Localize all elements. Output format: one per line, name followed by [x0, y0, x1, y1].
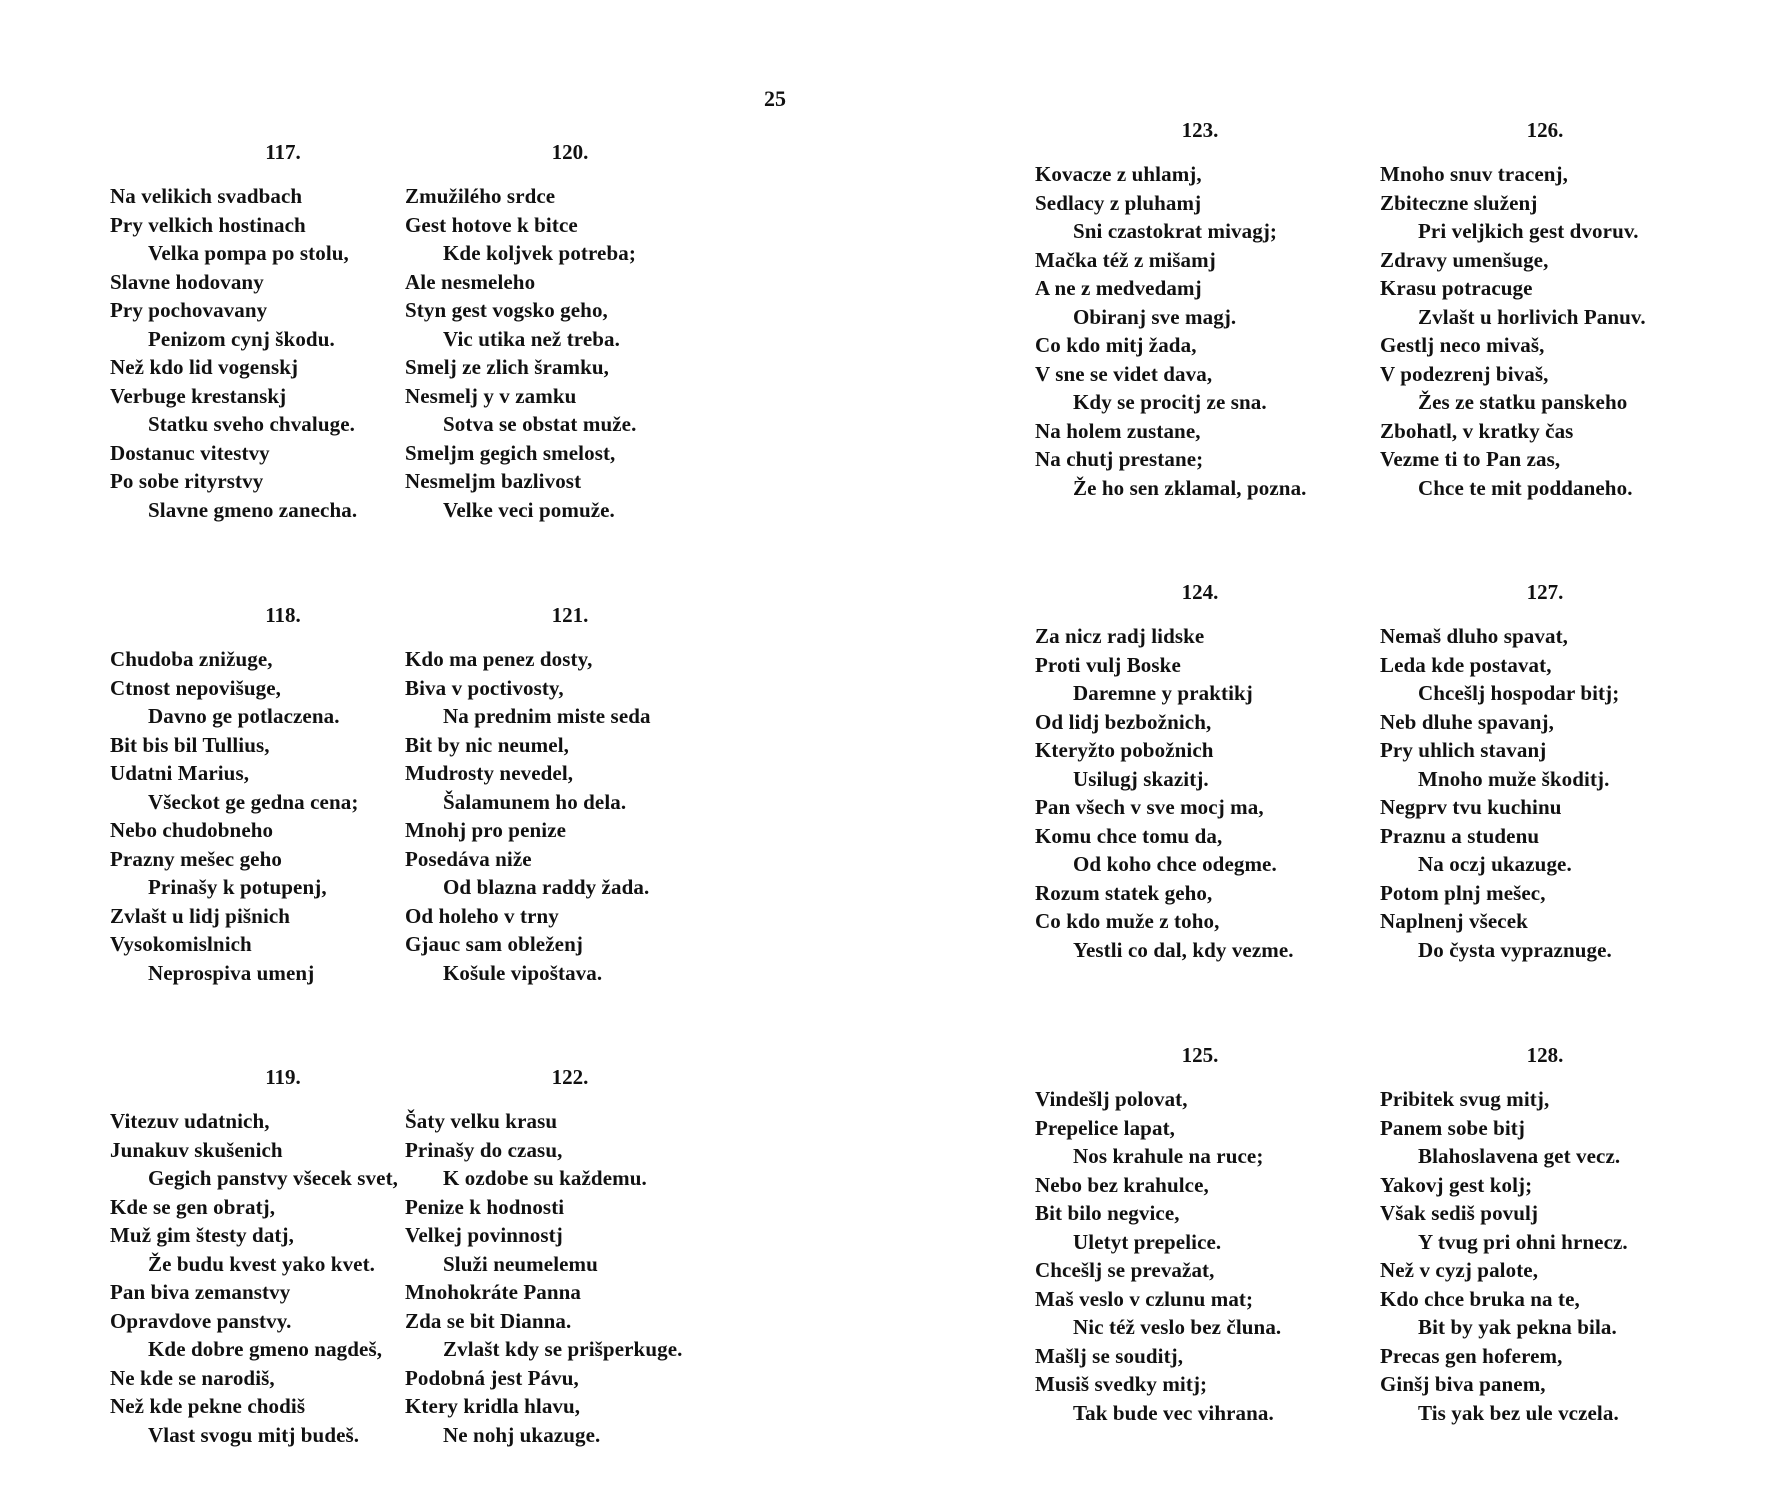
stanza-number: 122.: [551, 1065, 589, 1089]
verse-line: Však sediš povulj: [1380, 1201, 1539, 1225]
verse-line: Daremne y praktikj: [1073, 681, 1253, 705]
stanza-number: 123.: [1181, 118, 1219, 142]
verse-line: Mnoho snuv tracenj,: [1380, 162, 1568, 186]
verse-line: Pry uhlich stavanj: [1380, 738, 1547, 762]
verse-line: Nebo chudobneho: [110, 818, 274, 842]
stanza-number: 120.: [551, 140, 589, 164]
verse-line: Maš veslo v czlunu mat;: [1035, 1286, 1254, 1311]
verse-line: Davno ge potlaczena.: [148, 704, 340, 728]
verse-line: Od lidj bezbožnich,: [1035, 709, 1212, 734]
verse-line: Proti vulj Boske: [1035, 652, 1181, 677]
verse-line: Gestlj neco mivaš,: [1380, 333, 1545, 357]
verse-line: Posedáva niže: [405, 846, 532, 871]
stanza-118: [110, 603, 448, 987]
verse-line: Pribitek svug mitj,: [1380, 1087, 1550, 1111]
verse-line: Nesmeljm bazlivost: [405, 469, 582, 493]
verse-line: Šalamunem ho dela.: [443, 789, 627, 814]
stanza-125: [1035, 1043, 1365, 1427]
stanza-126: [1380, 118, 1710, 502]
verse-line: Vezme ti to Pan zas,: [1380, 447, 1561, 471]
verse-line: Co kdo mitj žada,: [1035, 333, 1197, 357]
verse-line: Sotva se obstat muže.: [443, 412, 637, 436]
verse-line: Velke veci pomuže.: [443, 497, 615, 522]
verse-line: Než v cyzj palote,: [1380, 1258, 1539, 1282]
verse-line: Podobná jest Pávu,: [405, 1365, 579, 1390]
verse-line: Nemaš dluho spavat,: [1380, 624, 1569, 648]
verse-line: Udatni Marius,: [110, 761, 250, 785]
stanza-124: [1035, 580, 1365, 964]
stanza-122: [405, 1065, 735, 1449]
verse-line: Po sobe rityrstvy: [110, 469, 264, 493]
verse-line: Chcešlj hospodar bitj;: [1418, 681, 1620, 705]
verse-line: Mnoho muže škoditj.: [1418, 766, 1610, 791]
verse-line: Všeckot ge gedna cena;: [148, 789, 359, 814]
stanza-number: 119.: [265, 1065, 301, 1089]
stanza-128: [1380, 1043, 1710, 1427]
verse-line: Mnohj pro penize: [405, 818, 567, 842]
verse-line: Opravdove panstvy.: [110, 1308, 292, 1333]
verse-line: Panem sobe bitj: [1380, 1115, 1525, 1140]
page-number: 25: [764, 86, 786, 111]
verse-line: Yestli co dal, kdy vezme.: [1073, 937, 1294, 962]
verse-line: Prinašy do czasu,: [405, 1137, 563, 1162]
verse-line: Prepelice lapat,: [1035, 1115, 1176, 1140]
verse-line: Na velikich svadbach: [110, 184, 303, 208]
verse-line: Vysokomislnich: [110, 932, 252, 956]
verse-line: Gegich panstvy všecek svet,: [148, 1166, 399, 1190]
verse-line: Yakovj gest kolj;: [1380, 1172, 1533, 1197]
verse-line: Kdo ma penez dosty,: [405, 647, 593, 671]
verse-line: Smelj ze zlich šramku,: [405, 355, 609, 379]
verse-line: Muž gim štesty datj,: [110, 1223, 294, 1247]
verse-line: Ne nohj ukazuge.: [443, 1422, 601, 1447]
verse-line: Chce te mit poddaneho.: [1418, 475, 1633, 500]
stanza-number: 121.: [551, 603, 589, 627]
verse-line: Penizom cynj škodu.: [148, 326, 335, 351]
verse-line: Co kdo muže z toho,: [1035, 909, 1220, 933]
verse-line: Vindešlj polovat,: [1035, 1087, 1188, 1111]
verse-line: Na oczj ukazuge.: [1418, 852, 1572, 876]
verse-line: Tis yak bez ule vczela.: [1418, 1400, 1619, 1425]
verse-line: Potom plnj mešec,: [1380, 880, 1546, 905]
verse-line: Ginšj biva panem,: [1380, 1372, 1546, 1396]
verse-line: Pan všech v sve mocj ma,: [1035, 795, 1264, 819]
verse-line: Rozum statek geho,: [1035, 880, 1213, 905]
verse-line: Ale nesmeleho: [405, 269, 536, 294]
verse-line: Než kdo lid vogenskj: [110, 355, 299, 379]
verse-line: Kdy se procitj ze sna.: [1073, 390, 1267, 414]
verse-line: Naplnenj všecek: [1380, 909, 1528, 933]
verse-line: Vlast svogu mitj budeš.: [148, 1422, 360, 1447]
verse-line: Že budu kvest yako kvet.: [148, 1251, 376, 1276]
verse-line: Prinašy k potupenj,: [148, 875, 327, 899]
verse-line: Mudrosty nevedel,: [405, 761, 574, 785]
verse-line: Ctnost nepovišuge,: [110, 675, 281, 700]
verse-line: Kde se gen obratj,: [110, 1194, 276, 1219]
verse-line: Chcešlj se prevažat,: [1035, 1258, 1215, 1282]
verse-line: Pan biva zemanstvy: [110, 1280, 291, 1304]
verse-line: Styn gest vogsko geho,: [405, 298, 608, 322]
verse-line: Do čysta vypraznuge.: [1418, 937, 1612, 962]
stanza-123: [1035, 118, 1365, 502]
stanza-number: 128.: [1526, 1043, 1564, 1067]
stanza-120: [405, 140, 735, 524]
verse-line: Gest hotove k bitce: [405, 212, 578, 237]
stanza-121: [405, 603, 735, 987]
verse-line: Mačka též z mišamj: [1035, 247, 1216, 272]
verse-line: Mašlj se souditj,: [1035, 1343, 1184, 1368]
verse-line: Na prednim miste seda: [443, 704, 651, 728]
verse-line: Smeljm gegich smelost,: [405, 440, 616, 465]
stanza-number: 117.: [265, 140, 301, 164]
verse-line: Zvlašt kdy se prišperkuge.: [443, 1337, 683, 1361]
verse-line: Ktery kridla hlavu,: [405, 1394, 581, 1418]
verse-line: Biva v poctivosty,: [405, 675, 564, 700]
verse-line: Slavne hodovany: [110, 269, 264, 294]
stanza-119: [110, 1065, 448, 1449]
verse-line: Precas gen hoferem,: [1380, 1343, 1563, 1368]
verse-line: Junakuv skušenich: [110, 1137, 283, 1162]
verse-line: Krasu potracuge: [1380, 276, 1533, 300]
verse-line: Statku sveho chvaluge.: [148, 412, 355, 436]
verse-line: Negprv tvu kuchinu: [1380, 795, 1562, 819]
verse-line: Služi neumelemu: [443, 1251, 598, 1276]
verse-line: Vic utika než treba.: [443, 326, 620, 351]
verse-line: Bit by nic neumel,: [405, 732, 569, 757]
verse-line: Zdravy umenšuge,: [1380, 247, 1549, 272]
verse-line: Dostanuc vitestvy: [110, 440, 270, 465]
verse-line: Neprospiva umenj: [148, 960, 315, 985]
verse-line: Mnohokráte Panna: [405, 1280, 582, 1304]
verse-line: Neb dluhe spavanj,: [1380, 709, 1554, 734]
verse-line: Od holeho v trny: [405, 903, 559, 928]
verse-line: K ozdobe su každemu.: [443, 1166, 647, 1190]
verse-line: Kde dobre gmeno nagdeš,: [148, 1337, 383, 1361]
stanza-number: 127.: [1526, 580, 1564, 604]
verse-line: Blahoslavena get vecz.: [1418, 1144, 1621, 1168]
verse-line: Pri veljkich gest dvoruv.: [1418, 219, 1639, 243]
verse-line: Košule vipoštava.: [443, 960, 603, 985]
stanza-number: 125.: [1181, 1043, 1219, 1067]
verse-line: Y tvug pri ohni hrnecz.: [1418, 1229, 1628, 1254]
verse-line: Pry velkich hostinach: [110, 212, 306, 237]
verse-line: Zvlašt u lidj pišnich: [110, 903, 291, 928]
stanza-127: [1380, 580, 1710, 964]
verse-line: V sne se videt dava,: [1035, 361, 1213, 386]
verse-line: Tak bude vec vihrana.: [1073, 1400, 1274, 1425]
verse-line: Ne kde se narodiš,: [110, 1365, 275, 1390]
verse-line: Pry pochovavany: [110, 298, 268, 322]
verse-line: Sedlacy z pluhamj: [1035, 190, 1202, 215]
verse-line: Uletyt prepelice.: [1073, 1229, 1222, 1254]
stanza-number: 118.: [265, 603, 301, 627]
verse-line: Velka pompa po stolu,: [148, 241, 349, 265]
verse-line: V podezrenj bivaš,: [1380, 361, 1549, 386]
verse-line: Gjauc sam obleženj: [405, 932, 583, 956]
verse-line: Praznu a studenu: [1380, 823, 1540, 848]
verse-line: Že ho sen zklamal, pozna.: [1073, 475, 1307, 500]
verse-line: A ne z medvedamj: [1035, 276, 1202, 300]
stanza-number: 126.: [1526, 118, 1564, 142]
verse-line: Komu chce tomu da,: [1035, 823, 1223, 848]
stanza-117: [110, 140, 448, 524]
verse-line: Od koho chce odegme.: [1073, 852, 1277, 876]
verse-line: Obiranj sve magj.: [1073, 304, 1237, 329]
verse-line: Kteryžto pobožnich: [1035, 738, 1214, 762]
verse-line: Kdo chce bruka na te,: [1380, 1286, 1580, 1311]
verse-line: Žes ze statku panskeho: [1418, 390, 1628, 414]
verse-line: Nesmelj y v zamku: [405, 383, 577, 408]
verse-line: Nebo bez krahulce,: [1035, 1172, 1209, 1197]
verse-line: Velkej povinnostj: [405, 1223, 563, 1247]
verse-line: Leda kde postavat,: [1380, 652, 1552, 677]
verse-line: Nic též veslo bez čluna.: [1073, 1315, 1282, 1339]
verse-line: Kovacze z uhlamj,: [1035, 162, 1202, 186]
verse-line: Vitezuv udatnich,: [110, 1109, 270, 1133]
verse-line: Sni czastokrat mivagj;: [1073, 219, 1278, 243]
verse-line: Zbohatl, v kratky čas: [1380, 418, 1574, 443]
verse-line: Verbuge krestanskj: [110, 383, 287, 408]
verse-line: Na chutj prestane;: [1035, 447, 1204, 471]
verse-line: Zvlašt u horlivich Panuv.: [1418, 304, 1646, 329]
verse-line: Bit bilo negvice,: [1035, 1201, 1180, 1225]
verse-line: Musiš svedky mitj;: [1035, 1372, 1208, 1396]
verse-line: Zmužilého srdce: [405, 184, 556, 208]
verse-line: Kde koljvek potreba;: [443, 241, 636, 265]
verse-line: Chudoba znižuge,: [110, 647, 273, 671]
verse-line: Slavne gmeno zanecha.: [148, 497, 358, 522]
verse-line: Bit by yak pekna bila.: [1418, 1315, 1617, 1339]
verse-line: Bit bis bil Tullius,: [110, 732, 270, 757]
verse-line: Za nicz radj lidske: [1035, 624, 1205, 648]
verse-line: Usilugj skazitj.: [1073, 766, 1209, 791]
verse-line: Nos krahule na ruce;: [1073, 1144, 1264, 1168]
verse-line: Penize k hodnosti: [405, 1194, 565, 1219]
verse-line: Na holem zustane,: [1035, 418, 1201, 443]
verse-line: Prazny mešec geho: [110, 846, 282, 871]
verse-line: Od blazna raddy žada.: [443, 875, 650, 899]
verse-line: Zda se bit Dianna.: [405, 1308, 572, 1333]
verse-line: Než kde pekne chodiš: [110, 1394, 306, 1418]
stanza-number: 124.: [1181, 580, 1219, 604]
verse-line: Zbiteczne služenj: [1380, 190, 1538, 215]
verse-line: Šaty velku krasu: [405, 1109, 558, 1133]
